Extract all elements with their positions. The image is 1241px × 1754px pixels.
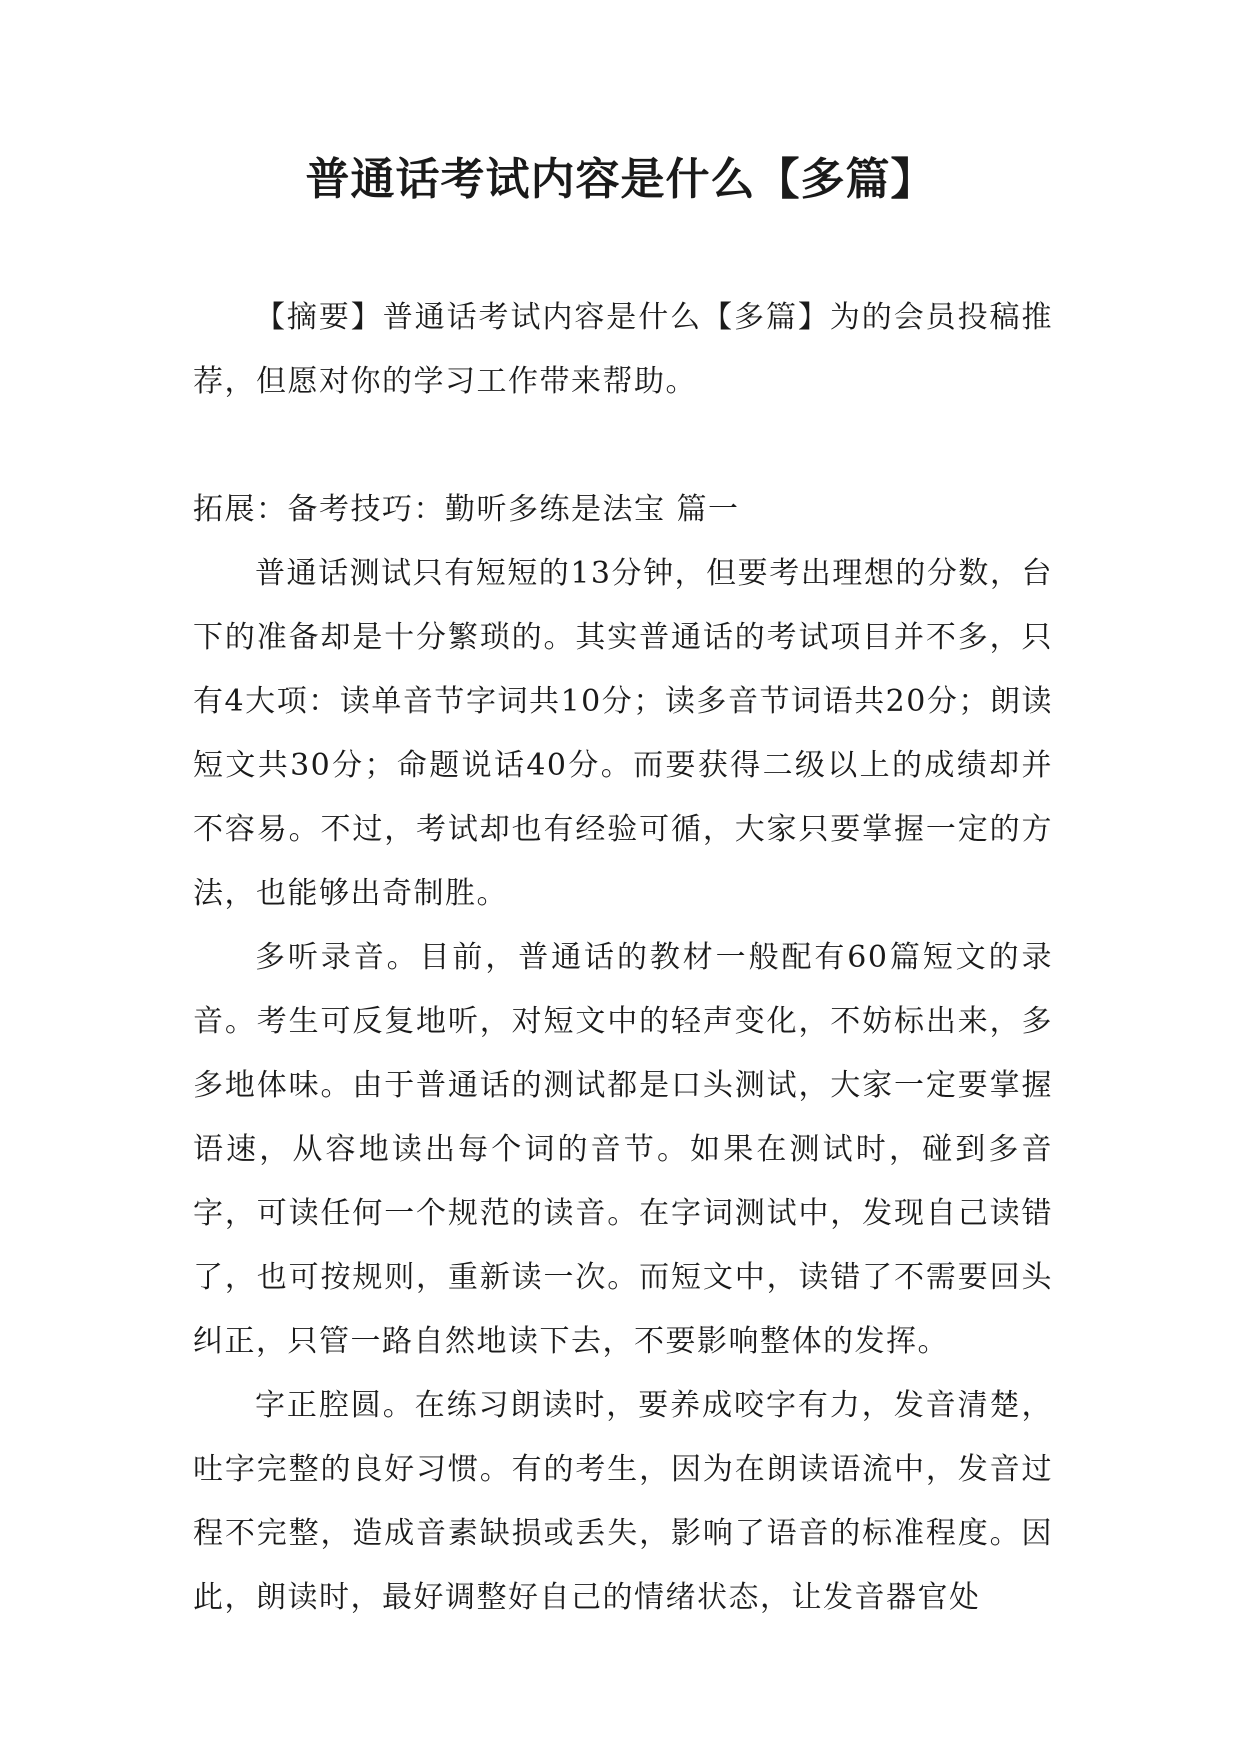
section-heading: 拓展：备考技巧：勤听多练是法宝 篇一 <box>193 492 740 527</box>
body-paragraph: 普通话测试只有短短的13分钟，但要考出理想的分数，台下的准备却是十分繁琐的。其实普通话的考试项目并不多，只有4大项：读单音节字词共10分；读多音节词语共20分；朗读短文共30分；命题说话40分。而要获得二级以上的成绩却并不容易。不过，考试却也有经验可循，大家只要掌握一定的方法，也能够出奇制胜。 <box>193 556 1053 911</box>
body-paragraph: 多听录音。目前，普通话的教材一般配有60篇短文的录音。考生可反复地听，对短文中的轻声变化，不妨标出来，多多地体味。由于普通话的测试都是口头测试，大家一定要掌握语速，从容地读出每个词的音节。如果在测试时，碰到多音字，可读任何一个规范的读音。在字词测试中，发现自己读错了，也可按规则，重新读一次。而短文中，读错了不需要回头纠正，只管一路自然地读下去，不要影响整体的发挥。 <box>193 940 1053 1359</box>
document-body <box>193 286 1053 1630</box>
document-title: 普通话考试内容是什么【多篇】 <box>305 154 936 205</box>
abstract-paragraph: 【摘要】普通话考试内容是什么【多篇】为的会员投稿推荐，但愿对你的学习工作带来帮助。 <box>193 300 1053 399</box>
body-paragraph: 字正腔圆。在练习朗读时，要养成咬字有力，发音清楚，吐字完整的良好习惯。有的考生，因为在朗读语流中，发音过程不完整，造成音素缺损或丢失，影响了语音的标准程度。因此，朗读时，最好调整好自己的情绪状态，让发音器官处 <box>193 1388 1053 1615</box>
